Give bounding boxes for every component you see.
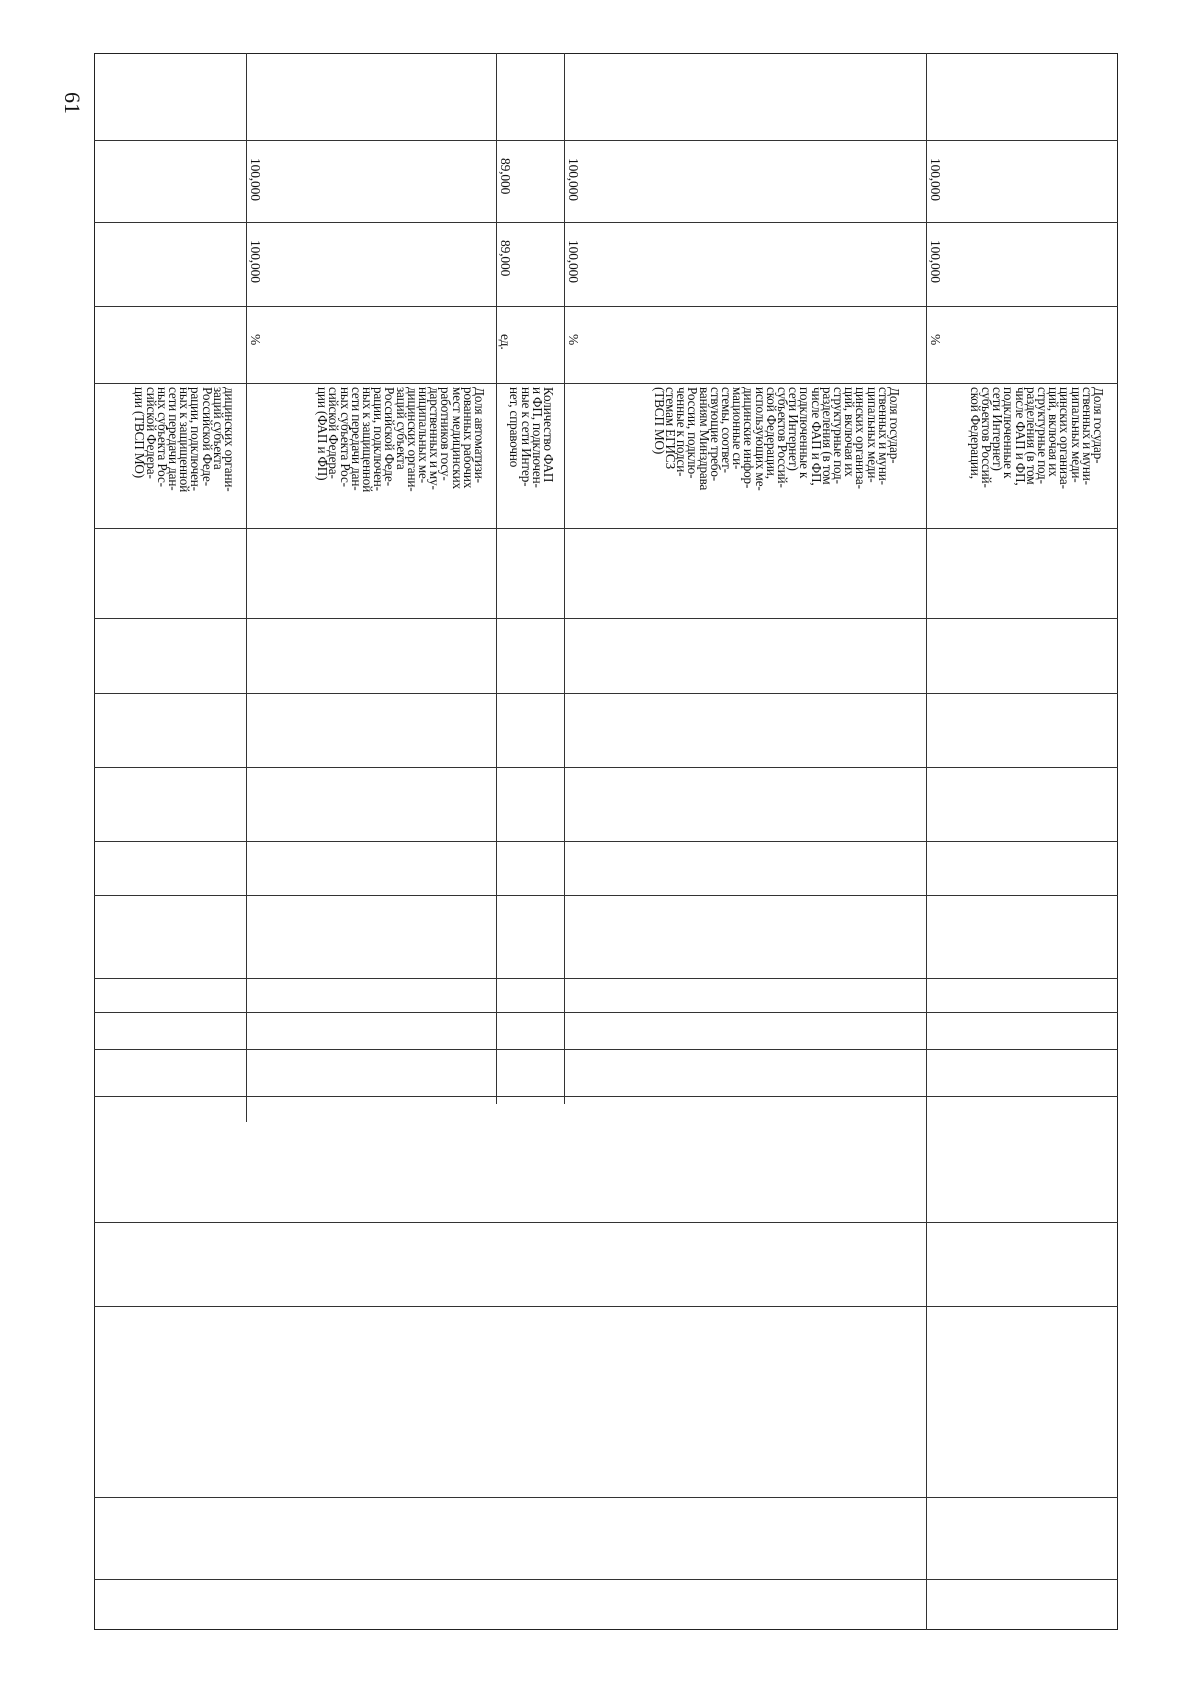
column-divider [94,140,1118,141]
column-divider [94,1579,1118,1580]
indicator-text: Количество ФАП и ФП, подключен- ные к сети Интер- нет, справочно [507,387,556,488]
value-cell: 100,000 [248,240,263,283]
indicator-text: Доля государ- ственных и муни- ципальных меди- цинских организа- ций, включая их структурные под- разделения (в том числе ФАП и ФП, подключенные к сети Интернет) субъектов Россий- ской Федерации, [967,387,1106,489]
value-cell: 89,000 [498,240,513,277]
value-cell: 100,000 [248,158,263,201]
column-divider [94,383,1118,384]
column-divider [94,767,1118,768]
value-cell: 100,000 [566,240,581,283]
column-divider [94,895,1118,896]
column-divider [94,1096,1118,1097]
indicator-text: дицинских органи- заций субъекта Российской Феде- рации, подключен- ных к защищенной сети передачи дан- ных субъекта Рос- сийской Федера- ции (ТВСП МО) [132,387,237,493]
unit-cell: % [248,334,263,346]
unit-cell: % [928,334,943,346]
column-divider [94,1049,1118,1050]
column-divider [94,1222,1118,1223]
indicator-text: Доля государ- ственных и муни- ципальных меди- цинских организа- ций, включая их структурные под- разделения (в том числе ФАП и ФП, подключенные к сети Интернет) субъектов Россий- ской Федерации, использующих ме- дицинские инфор- мационные си- стемы, соответ- ствующие требо- ваниям Минздрава России, подклю- ченные к подси- стемам ЕГИСЗ (ТВСП МО) [651,387,902,491]
column-divider [94,222,1118,223]
value-cell: 89,000 [498,158,513,195]
value-cell: 100,000 [566,158,581,201]
row-divider [496,53,497,1104]
column-divider [94,978,1118,979]
indicator-text: Доля автоматизи- рованных рабочих мест медицинских работников госу- дарственных и му- ниципальных ме- дицинских органи- заций субъекта Российской Феде- рации, подключен- ных к защищенной сети передачи дан- ных субъекта Рос- сийской Федера- ции (ФАП и ФП) [315,387,487,493]
column-divider [94,1012,1118,1013]
row-divider [564,53,565,1104]
value-cell: 100,000 [928,158,943,201]
column-divider [94,1497,1118,1498]
column-divider [94,528,1118,529]
column-divider [94,1306,1118,1307]
column-divider [94,306,1118,307]
row-divider [246,53,247,1122]
page-number: 61 [60,92,85,114]
unit-cell: % [566,334,581,346]
unit-cell: ед. [498,334,513,350]
column-divider [94,841,1118,842]
column-divider [94,693,1118,694]
value-cell: 100,000 [928,240,943,283]
column-divider [94,618,1118,619]
